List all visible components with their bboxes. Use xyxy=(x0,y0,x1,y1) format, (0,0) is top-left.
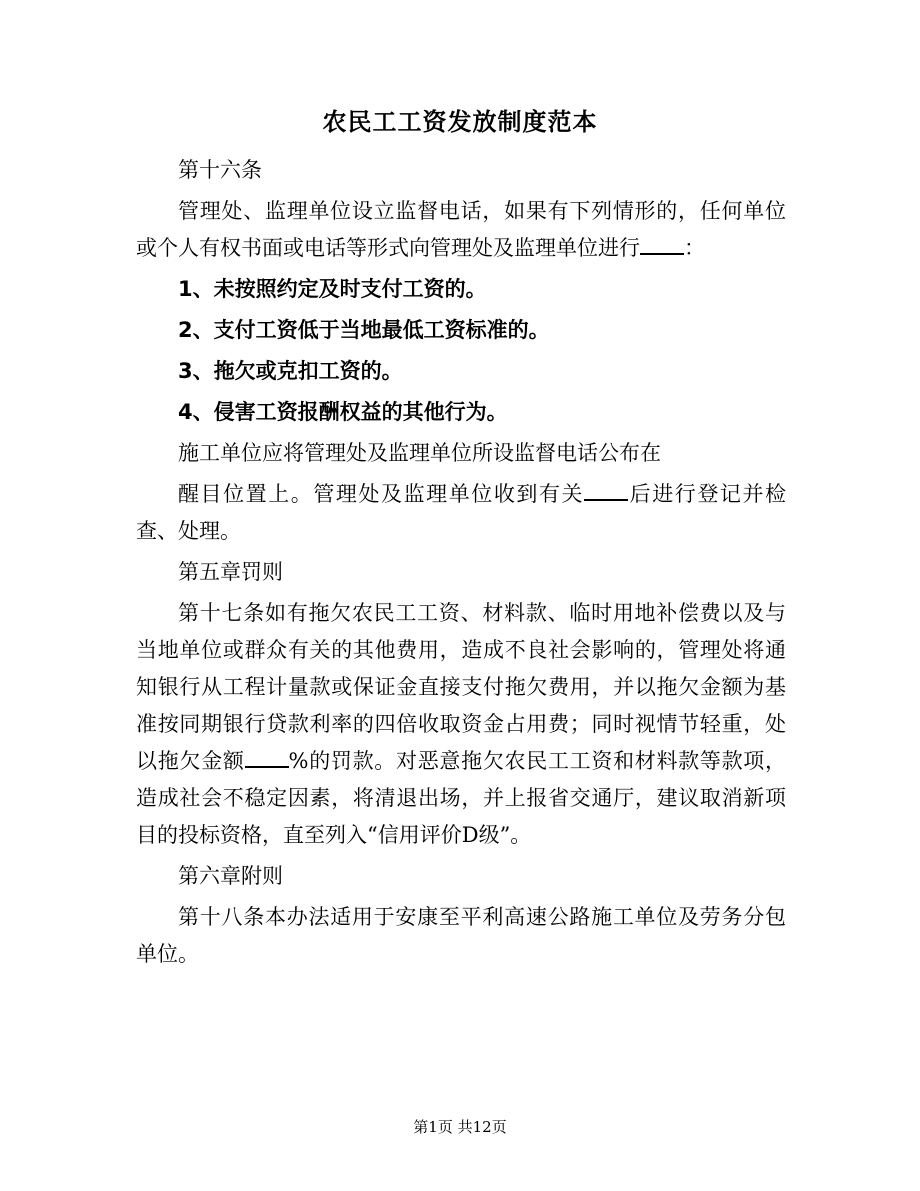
paragraph-text: 第十七条如有拖欠农民工工资、材料款、临时用地补偿费以及与当地单位或群众有关的其他费用，造成不良社会影响的，管理处将通知银行从工程计量款或保证金直接支付拖欠费用，并以拖欠金额为基准按同期银行贷款利率的四倍收取资金占用费；同时视情节轻重，处以拖欠金额 xyxy=(136,601,786,773)
paragraph-publish-phone: 施工单位应将管理处及监理单位所设监督电话公布在 xyxy=(178,441,661,465)
document-body xyxy=(136,152,786,977)
paragraph-penalty xyxy=(136,595,786,854)
page-number: 第1页 共12页 xyxy=(413,1118,507,1136)
paragraph-supervision-phone xyxy=(136,193,786,267)
list-item: 2、支付工资低于当地最低工资标准的。 xyxy=(178,318,550,342)
fill-blank xyxy=(584,479,628,501)
chapter-heading: 第六章附则 xyxy=(178,864,283,888)
list-item: 3、拖欠或克扣工资的。 xyxy=(178,359,403,383)
paragraph-text: 醒目位置上。管理处及监理单位收到有关 xyxy=(178,482,585,506)
article-heading: 第十六条 xyxy=(178,158,262,182)
chapter-heading: 第五章罚则 xyxy=(178,560,283,584)
paragraph-text: 后进行登记并检查、处理。 xyxy=(136,482,787,543)
list-item: 1、未按照约定及时支付工资的。 xyxy=(178,277,487,301)
paragraph-text: %的罚款。对恶意拖欠农民工工资和材料款等款项，造成社会不稳定因素，将清退出场，并上报省交通厅，建议取消新项目的投标资格，直至列入“信用评价D级”。 xyxy=(136,749,787,847)
fill-blank xyxy=(640,233,684,255)
paragraph-text: 管理处、监理单位设立监督电话，如果有下列情形的，任何单位或个人有权书面或电话等形式向管理处及监理单位进行 xyxy=(136,199,786,260)
fill-blank xyxy=(245,746,289,768)
paragraph-scope: 第十八条本办法适用于安康至平利高速公路施工单位及劳务分包单位。 xyxy=(136,905,786,966)
paragraph-registration xyxy=(136,476,786,550)
paragraph-text: ： xyxy=(684,236,705,260)
document-title: 农民工工资发放制度范本 xyxy=(322,108,598,136)
list-item: 4、侵害工资报酬权益的其他行为。 xyxy=(178,400,508,424)
